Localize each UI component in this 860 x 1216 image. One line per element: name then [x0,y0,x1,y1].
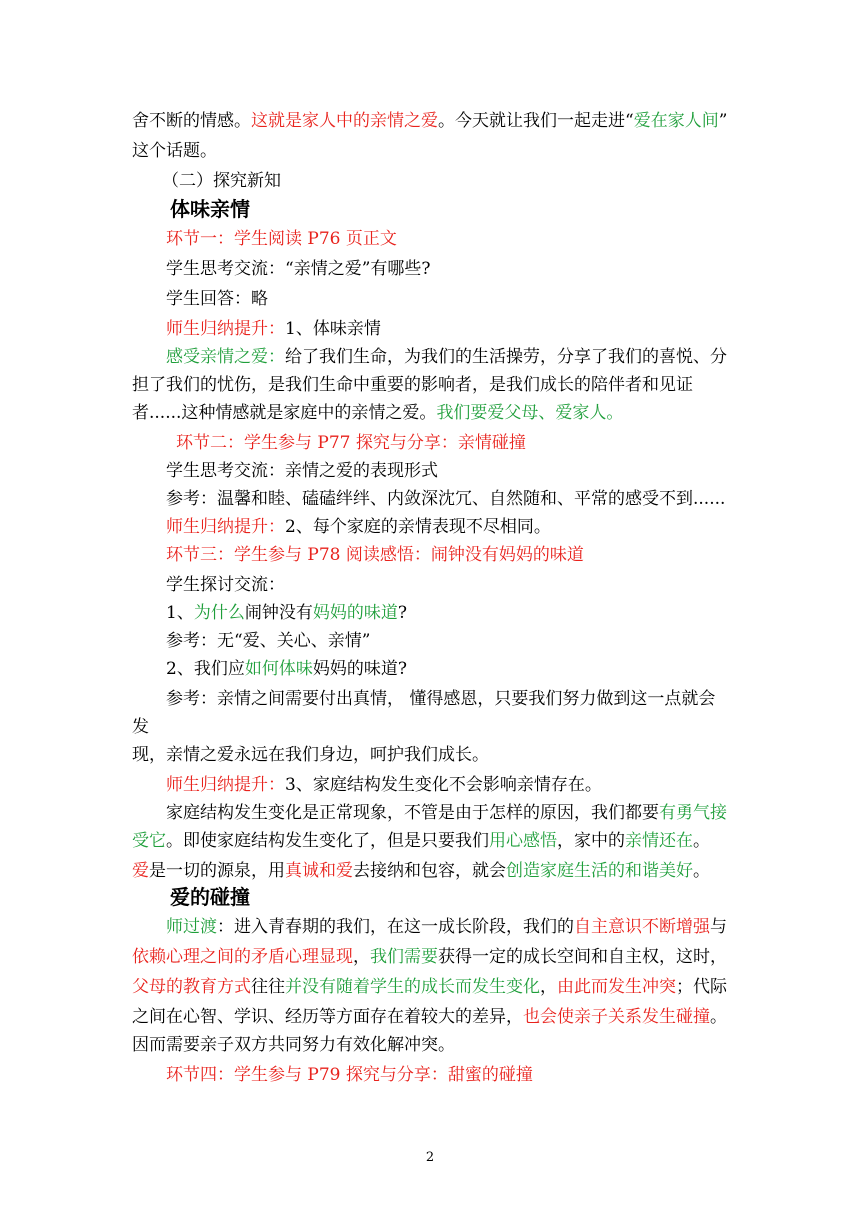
step-title: 环节一：学生阅读 P76 页正文 [166,229,397,249]
highlight-red: 这就是家人中的亲情之爱 [251,111,438,131]
text-span: 1、 [166,603,194,623]
text-span: ， [353,947,370,967]
step-title: 环节二：学生参与 P77 探究与分享：亲情碰撞 [176,433,526,453]
paragraph-line: 现，亲情之爱永远在我们身边，呵护我们成长。 [132,745,489,765]
paragraph-line: 担了我们的忧伤，是我们生命中重要的影响者，是我们成长的陪伴者和见证 [132,375,693,395]
text-span: 与 [710,917,727,937]
highlight-red: 真诚和爱 [285,861,353,881]
section-heading: 体味亲情 [170,197,250,221]
paragraph-line: 参考：温馨和睦、磕磕绊绊、内敛深沈冗、自然随和、平常的感受不到...... [166,489,726,509]
section-label: （二）探究新知 [162,171,281,191]
paragraph-line: 参考：亲情之间需要付出真情， 懂得感恩，只要我们努力做到这一点就会 [166,689,716,709]
paragraph-line: 学生回答：略 [166,289,268,309]
highlight-green: 用心感悟 [489,831,557,851]
highlight-red: 自主意识不断增强 [574,917,710,937]
highlight-green: 师过渡 [166,917,217,937]
highlight-red: 师生归纳提升： [166,775,285,795]
paragraph-line [166,774,602,796]
text-span: 之间在心智、学识、经历等方面存在着较大的差异， [132,1007,523,1027]
highlight-green: 爱在家人间 [633,111,719,131]
highlight-red: 父母的教育方式 [132,977,251,997]
highlight-green: 我们需要 [370,947,438,967]
paragraph-line [132,946,727,968]
paragraph-line: 因而需要亲子双方共同努力有效化解冲突。 [132,1035,455,1055]
paragraph-line [132,110,727,132]
highlight-green: 创造家庭生活的和谐美好 [506,861,693,881]
highlight-green: 感受亲情之爱： [166,347,285,367]
text-span: 3、家庭结构发生变化不会影响亲情存在。 [285,775,602,795]
section-heading: 爱的碰撞 [170,885,250,909]
paragraph-line [166,802,727,824]
highlight-green: 并没有随着学生的成长而发生变化 [285,977,540,997]
text-span: 给了我们生命，为我们的生活操劳，分享了我们的喜悦、分 [285,347,727,367]
highlight-green: 妈妈的味道 [312,603,398,623]
text-span: ? [397,603,407,623]
highlight-red: 由此而发生冲突 [557,977,676,997]
text-span: 2、我们应 [166,659,245,679]
text-span: 往往 [251,977,285,997]
paragraph-line [166,318,381,340]
text-span: 去接纳和包容，就会 [353,861,506,881]
highlight-red: 依赖心理 [132,947,200,967]
highlight-green: 有勇气接 [659,803,727,823]
text-span: 家庭结构发生变化是正常现象，不管是由于怎样的原因，我们都要 [166,803,659,823]
text-span: 。即使家庭结构发生变化了，但是只要我们 [166,831,489,851]
paragraph-line [166,602,407,624]
paragraph-line [166,658,407,680]
text-span: 获得一定的成长空间和自主权，这时， [438,947,727,967]
highlight-red: 之间的矛盾心理显现 [200,947,353,967]
text-span: ， [540,977,557,997]
text-span: 。 [693,861,710,881]
text-span: 者......这种情感就是家庭中的亲情之爱。 [132,403,437,423]
highlight-red: 也会使亲子关系发生碰撞 [523,1007,710,1027]
paragraph-line [132,830,710,852]
paragraph-line: 发 [132,717,149,737]
text-span: 1、体味亲情 [285,319,381,339]
paragraph-line: 参考：无“爱、关心、亲情” [166,631,371,651]
highlight-green: 受它 [132,831,166,851]
highlight-green: 如何体味 [244,659,313,679]
text-span: 。 [693,831,710,851]
paragraph-line [166,516,551,538]
paragraph-line: 学生思考交流：“亲情之爱”有哪些? [166,259,431,279]
text-span: ” [718,111,728,131]
text-span: ；代际 [676,977,727,997]
paragraph-line [132,402,623,424]
paragraph-line [166,916,727,938]
text-span: 2、每个家庭的亲情表现不尽相同。 [285,517,551,537]
text-span: 闹钟没有 [244,603,313,623]
text-span: 舍不断的情感。 [132,111,251,131]
highlight-red: 爱 [132,861,149,881]
paragraph-line: 学生思考交流：亲情之爱的表现形式 [166,461,438,481]
step-title: 环节三：学生参与 P78 阅读感悟：闹钟没有妈妈的味道 [166,545,584,565]
text-span: 。 [710,1007,727,1027]
highlight-red: 师生归纳提升： [166,517,285,537]
highlight-green: 我们要爱父母、爱家人。 [436,403,624,423]
paragraph-line: 这个话题。 [132,141,217,161]
text-span: 妈妈的味道? [312,659,407,679]
paragraph-line [132,1006,727,1028]
paragraph-line [132,860,710,882]
step-title: 环节四：学生参与 P79 探究与分享：甜蜜的碰撞 [166,1065,533,1085]
text-span: 是一切的源泉，用 [149,861,285,881]
paragraph-line [132,976,727,998]
highlight-red: 师生归纳提升： [166,319,285,339]
highlight-green: 为什么 [193,603,245,623]
page-number: 2 [425,1150,435,1165]
text-span: ，家中的 [557,831,625,851]
paragraph-line [166,346,727,368]
text-span: ：进入青春期的我们，在这一成长阶段，我们的 [217,917,574,937]
paragraph-line: 学生探讨交流： [166,575,285,595]
text-span: 。今天就让我们一起走进“ [438,111,634,131]
highlight-green: 亲情还在 [625,831,693,851]
